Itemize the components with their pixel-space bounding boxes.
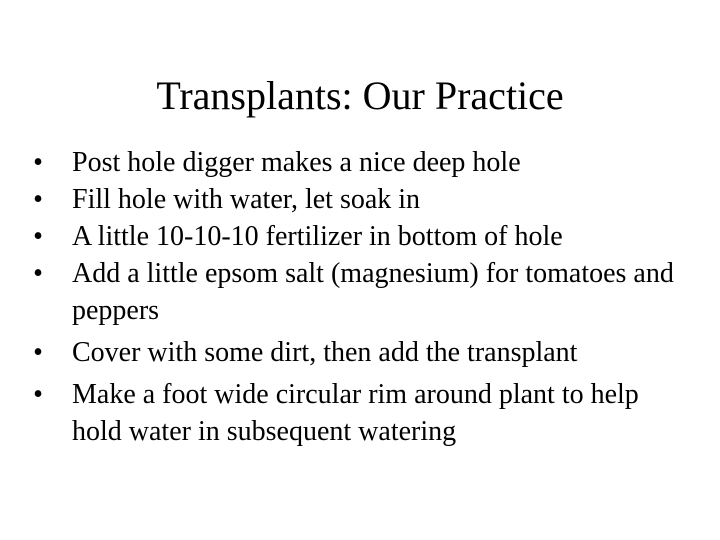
- bullet-icon: •: [33, 221, 43, 252]
- bullet-item: [28, 181, 688, 218]
- bullet-item: [28, 334, 688, 371]
- bullet-icon: •: [33, 147, 43, 178]
- slide-title: Transplants: Our Practice: [156, 73, 564, 118]
- bullet-text: Add a little epsom salt (magnesium) for tomatoes and peppers: [72, 258, 674, 326]
- bullet-icon: •: [33, 379, 43, 410]
- bullet-item: [28, 255, 688, 329]
- bullet-icon: •: [33, 184, 43, 215]
- bullet-list: [28, 144, 688, 450]
- bullet-text: A little 10-10-10 fertilizer in bottom of hole: [72, 221, 563, 252]
- bullet-item: [28, 144, 688, 181]
- bullet-text: Make a foot wide circular rim around plant to help hold water in subsequent watering: [72, 379, 639, 447]
- bullet-icon: •: [33, 258, 43, 289]
- bullet-text: Post hole digger makes a nice deep hole: [72, 147, 521, 178]
- bullet-item: [28, 218, 688, 255]
- bullet-text: Cover with some dirt, then add the transplant: [72, 337, 578, 368]
- bullet-icon: •: [33, 337, 43, 368]
- bullet-text: Fill hole with water, let soak in: [72, 184, 421, 215]
- bullet-item: [28, 376, 688, 450]
